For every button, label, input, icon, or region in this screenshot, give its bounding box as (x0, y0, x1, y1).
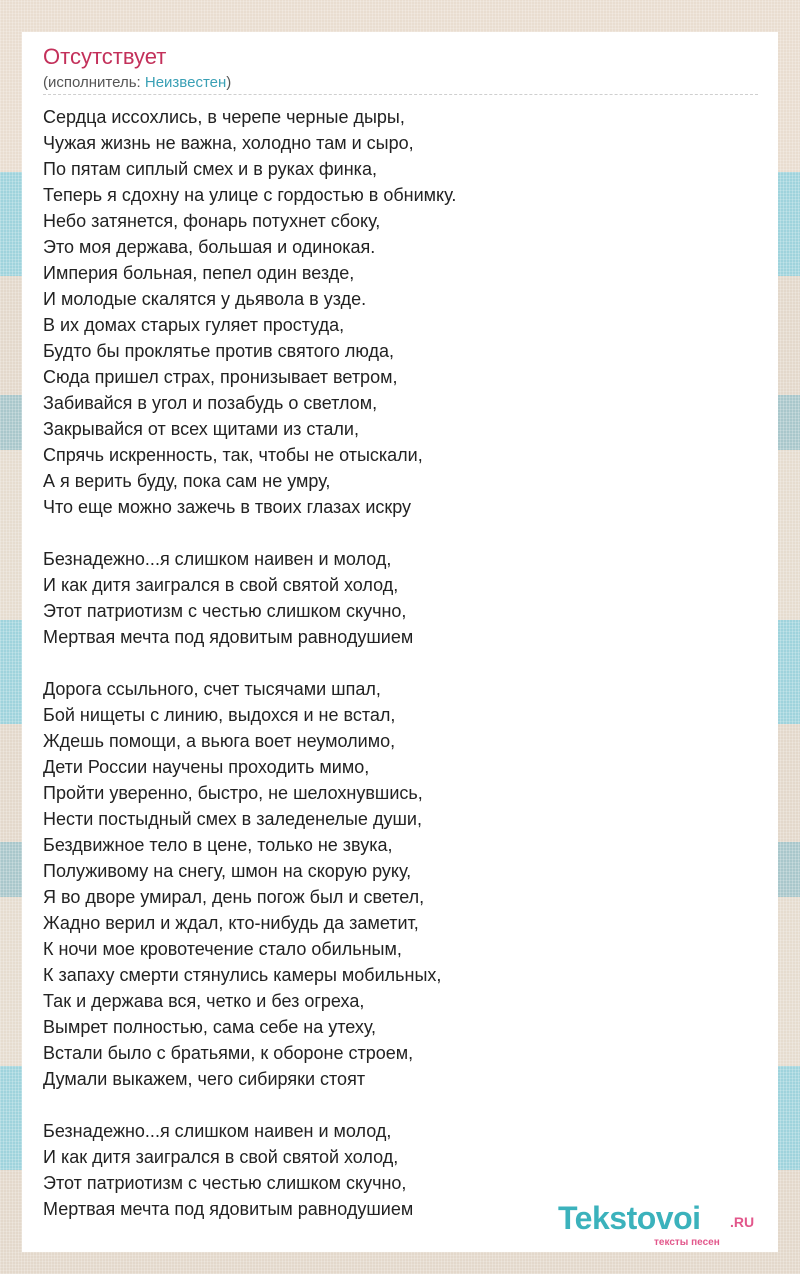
artist-suffix: ) (226, 74, 232, 91)
site-logo[interactable] (558, 1200, 772, 1252)
lyric-line: Дети России научены проходить мимо, (43, 757, 370, 777)
lyric-line: Ждешь помощи, а вьюга воет неумолимо, (43, 731, 396, 751)
logo-name: Tekstovoi (558, 1200, 701, 1236)
lyric-line: Бездвижное тело в цене, только не звука, (43, 835, 393, 855)
lyrics-body (43, 104, 758, 1222)
lyric-line: Полуживому на снегу, шмон на скорую руку, (43, 861, 412, 881)
lyric-line: Чужая жизнь не важна, холодно там и сыро, (43, 133, 414, 153)
artist-line (43, 74, 231, 91)
lyric-line: Империя больная, пепел один везде, (43, 263, 355, 283)
lyric-line: Что еще можно зажечь в твоих глазах искру (43, 497, 412, 517)
artist-link[interactable]: Неизвестен (144, 74, 227, 91)
lyric-line: Будто бы проклятье против святого люда, (43, 341, 395, 361)
lyric-line: В их домах старых гуляет простуда, (43, 315, 345, 335)
lyric-line: Думали выкажем, чего сибиряки стоят (43, 1069, 366, 1089)
lyric-line: Сердца иссохлись, в черепе черные дыры, (43, 107, 405, 127)
lyric-line: Это моя держава, большая и одинокая. (43, 237, 376, 257)
lyric-line: К запаху смерти стянулись камеры мобильных, (43, 965, 442, 985)
lyric-line: И как дитя заигрался в свой святой холод, (43, 1147, 399, 1167)
lyric-line: Жадно верил и ждал, кто-нибудь да заметит, (43, 913, 419, 933)
lyric-line: Встали было с братьями, к обороне строем, (43, 1043, 414, 1063)
lyric-line: Этот патриотизм с честью слишком скучно, (43, 601, 407, 621)
lyric-line: Пройти уверенно, быстро, не шелохнувшись, (43, 783, 423, 803)
lyric-line: Вымрет полностью, сама себе на утеху, (43, 1017, 377, 1037)
lyric-line: Дорога ссыльного, счет тысячами шпал, (43, 679, 381, 699)
lyric-line: Мертвая мечта под ядовитым равнодушием (43, 627, 414, 647)
header-divider (43, 94, 758, 95)
lyric-line: Так и держава вся, четко и без огреха, (43, 991, 365, 1011)
lyric-line: Спрячь искренность, так, чтобы не отыскали, (43, 445, 423, 465)
artist-prefix: (исполнитель: (43, 74, 145, 91)
lyric-line: Закрывайся от всех щитами из стали, (43, 419, 359, 439)
stanza-gap (43, 650, 758, 676)
lyric-line: Забивайся в угол и позабудь о светлом, (43, 393, 378, 413)
logo-tld: .RU (730, 1214, 755, 1230)
lyrics-card (22, 32, 778, 1252)
lyric-line: Сюда пришел страх, пронизывает ветром, (43, 367, 398, 387)
song-title: Отсутствует (43, 44, 167, 69)
lyric-line: Я во дворе умирал, день погож был и светел, (43, 887, 425, 907)
lyric-line: Мертвая мечта под ядовитым равнодушием (43, 1199, 414, 1219)
lyric-line: По пятам сиплый смех и в руках финка, (43, 159, 377, 179)
lyric-line: Небо затянется, фонарь потухнет сбоку, (43, 211, 381, 231)
lyric-line: Теперь я сдохну на улице с гордостью в обнимку. (43, 185, 457, 205)
stanza-gap (43, 1092, 758, 1118)
lyric-line: Нести постыдный смех в заледенелые души, (43, 809, 422, 829)
lyric-line: Безнадежно...я слишком наивен и молод, (43, 1121, 392, 1141)
lyric-line: И молодые скалятся у дьявола в узде. (43, 289, 367, 309)
lyric-line: Бой нищеты с линию, выдохся и не встал, (43, 705, 396, 725)
stanza-gap (43, 520, 758, 546)
lyric-line: Безнадежно...я слишком наивен и молод, (43, 549, 392, 569)
lyric-line: Этот патриотизм с честью слишком скучно, (43, 1173, 407, 1193)
lyric-line: А я верить буду, пока сам не умру, (43, 471, 331, 491)
lyric-line: К ночи мое кровотечение стало обильным, (43, 939, 402, 959)
logo-tagline: тексты песен (654, 1237, 720, 1248)
lyric-line: И как дитя заигрался в свой святой холод, (43, 575, 399, 595)
